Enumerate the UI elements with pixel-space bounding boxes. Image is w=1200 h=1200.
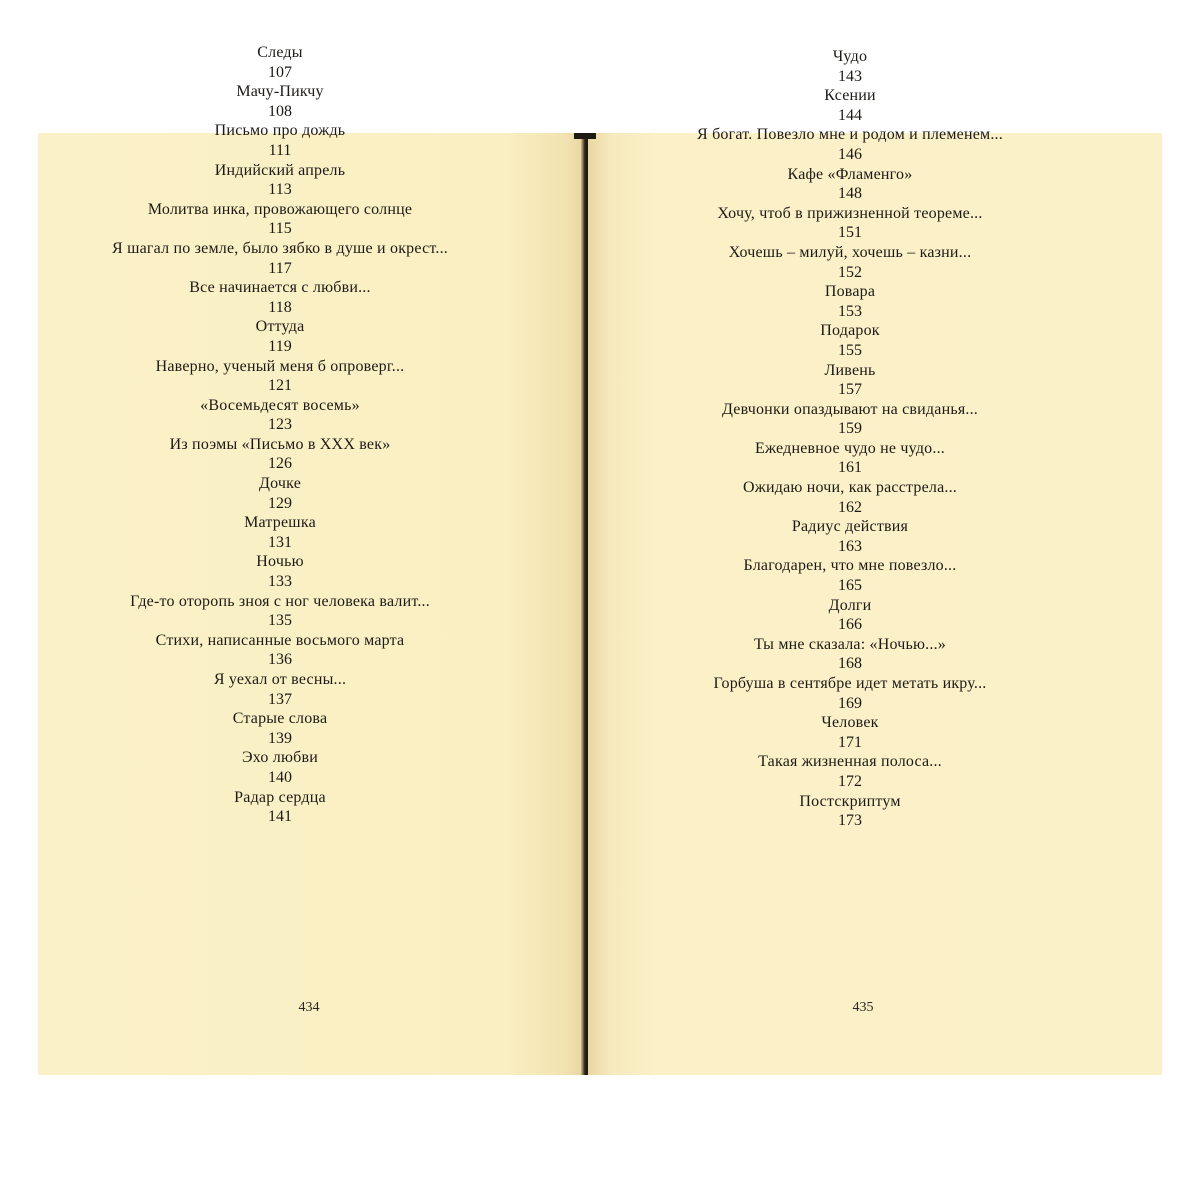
entry-page-number: 143 bbox=[838, 67, 862, 85]
entry-title: Молитва инка, провожающего солнце bbox=[147, 200, 413, 218]
entry-page-number: 113 bbox=[268, 181, 292, 199]
entry-page-number: 146 bbox=[838, 145, 862, 163]
contents-entry bbox=[600, 478, 1100, 517]
contents-entry bbox=[60, 121, 500, 160]
book-gutter bbox=[581, 133, 588, 1075]
entry-page-number: 136 bbox=[268, 651, 292, 669]
entry-title: Горбуша в сентябре идет метать икру... bbox=[713, 675, 987, 692]
entry-title: Я уехал от весны... bbox=[213, 671, 347, 688]
contents-entry bbox=[600, 86, 1100, 125]
entry-title: Постскриптум bbox=[799, 792, 901, 810]
entry-page-number: 144 bbox=[838, 106, 862, 124]
contents-entry bbox=[60, 788, 500, 827]
contents-entry bbox=[600, 439, 1100, 478]
contents-entry bbox=[60, 631, 500, 670]
entry-page-number: 165 bbox=[838, 577, 862, 595]
contents-entry bbox=[60, 396, 500, 435]
entry-page-number: 171 bbox=[838, 733, 862, 751]
entry-title: Дочке bbox=[258, 475, 302, 493]
contents-entry bbox=[60, 278, 500, 317]
contents-entry bbox=[60, 82, 500, 121]
entry-title: Человек bbox=[821, 714, 879, 732]
entry-title: Радиус действия bbox=[791, 518, 909, 536]
contents-entry bbox=[600, 635, 1100, 674]
contents-entry bbox=[60, 200, 500, 239]
entry-title: Стихи, написанные восьмого марта bbox=[155, 631, 405, 649]
contents-entry bbox=[600, 792, 1100, 831]
contents-entry bbox=[600, 204, 1100, 243]
entry-page-number: 107 bbox=[268, 63, 292, 81]
contents-entry bbox=[600, 400, 1100, 439]
entry-page-number: 169 bbox=[838, 694, 862, 712]
entry-title: Такая жизненная полоса... bbox=[758, 753, 942, 771]
entry-title: Кафе «Фламенго» bbox=[787, 165, 913, 183]
entry-title: Матрешка bbox=[244, 514, 316, 532]
entry-title: Письмо про дождь bbox=[214, 122, 346, 140]
contents-entry bbox=[60, 43, 500, 82]
contents-entry bbox=[600, 125, 1100, 164]
entry-title: Ожидаю ночи, как расстрела... bbox=[742, 479, 957, 497]
entry-page-number: 151 bbox=[838, 224, 862, 242]
entry-title: Хочешь – милуй, хочешь – казни... bbox=[728, 243, 972, 261]
entry-page-number: 148 bbox=[838, 185, 862, 203]
contents-entry bbox=[600, 713, 1100, 752]
contents-entry bbox=[600, 165, 1100, 204]
entry-page-number: 155 bbox=[838, 341, 862, 359]
contents-entry bbox=[600, 243, 1100, 282]
contents-entry bbox=[60, 435, 500, 474]
contents-entry bbox=[60, 357, 500, 396]
right-page-number: 435 bbox=[852, 1000, 874, 1015]
entry-title: Подарок bbox=[820, 322, 880, 340]
left-page-number: 434 bbox=[298, 1000, 320, 1015]
entry-title: Мачу-Пикчу bbox=[236, 83, 324, 101]
entry-page-number: 111 bbox=[268, 141, 292, 159]
entry-title: Старые слова bbox=[232, 710, 328, 728]
entry-page-number: 168 bbox=[838, 655, 862, 673]
entry-title: Все начинается с любви... bbox=[189, 279, 371, 297]
spine-edge bbox=[574, 133, 596, 139]
contents-entry bbox=[60, 239, 500, 278]
entry-title: Где-то оторопь зноя с ног человека валит... bbox=[130, 592, 430, 610]
contents-entry bbox=[60, 748, 500, 787]
entry-page-number: 115 bbox=[268, 220, 292, 238]
entry-title: Радар сердца bbox=[234, 788, 326, 806]
contents-entry bbox=[60, 670, 500, 709]
entry-page-number: 166 bbox=[838, 616, 862, 634]
entry-title: Долги bbox=[828, 596, 872, 614]
contents-entry bbox=[600, 674, 1100, 713]
entry-title: Ночью bbox=[256, 553, 304, 571]
entry-page-number: 173 bbox=[838, 812, 862, 830]
entry-page-number: 153 bbox=[838, 302, 862, 320]
right-contents-list bbox=[600, 47, 1100, 831]
contents-entry bbox=[600, 47, 1100, 86]
contents-entry bbox=[600, 321, 1100, 360]
contents-entry bbox=[600, 517, 1100, 556]
entry-page-number: 131 bbox=[268, 533, 292, 551]
entry-page-number: 121 bbox=[268, 377, 292, 395]
contents-entry bbox=[60, 513, 500, 552]
left-contents-list bbox=[60, 43, 500, 827]
entry-title: Ксении bbox=[824, 87, 876, 105]
entry-title: Следы bbox=[257, 44, 303, 61]
entry-page-number: 126 bbox=[268, 455, 292, 473]
entry-page-number: 140 bbox=[268, 768, 292, 786]
entry-page-number: 172 bbox=[838, 772, 862, 790]
entry-page-number: 162 bbox=[838, 498, 862, 516]
entry-title: Ты мне сказала: «Ночью...» bbox=[754, 635, 946, 653]
entry-page-number: 108 bbox=[268, 102, 292, 120]
entry-page-number: 137 bbox=[268, 690, 292, 708]
entry-title: Ливень bbox=[824, 361, 876, 379]
entry-title: Индийский апрель bbox=[214, 161, 346, 179]
entry-title: Эхо любви bbox=[242, 749, 318, 767]
entry-title: Хочу, чтоб в прижизненной теореме... bbox=[717, 204, 983, 222]
entry-title: Оттуда bbox=[255, 318, 305, 336]
contents-entry bbox=[60, 161, 500, 200]
contents-entry bbox=[600, 752, 1100, 791]
contents-entry bbox=[600, 556, 1100, 595]
entry-title: Наверно, ученый меня б опроверг... bbox=[155, 357, 405, 375]
entry-page-number: 152 bbox=[838, 263, 862, 281]
entry-page-number: 117 bbox=[268, 259, 292, 277]
entry-page-number: 163 bbox=[838, 537, 862, 555]
entry-page-number: 135 bbox=[268, 612, 292, 630]
contents-entry bbox=[60, 317, 500, 356]
entry-title: Ежедневное чудо не чудо... bbox=[755, 439, 945, 457]
entry-title: Девчонки опаздывают на свиданья... bbox=[721, 400, 978, 418]
contents-entry bbox=[60, 592, 500, 631]
entry-title: Чудо bbox=[832, 48, 868, 65]
entry-page-number: 157 bbox=[838, 381, 862, 399]
entry-page-number: 133 bbox=[268, 573, 292, 591]
contents-entry bbox=[600, 596, 1100, 635]
entry-title: Из поэмы «Письмо в XXX век» bbox=[169, 435, 391, 453]
entry-page-number: 139 bbox=[268, 729, 292, 747]
contents-entry bbox=[60, 709, 500, 748]
entry-title: Я шагал по земле, было зябко в душе и окрест... bbox=[112, 239, 448, 257]
contents-entry bbox=[60, 474, 500, 513]
entry-title: Благодарен, что мне повезло... bbox=[743, 557, 957, 575]
contents-entry bbox=[600, 361, 1100, 400]
entry-page-number: 129 bbox=[268, 494, 292, 512]
contents-entry bbox=[60, 552, 500, 591]
contents-entry bbox=[600, 282, 1100, 321]
entry-page-number: 161 bbox=[838, 459, 862, 477]
entry-page-number: 141 bbox=[268, 808, 292, 826]
entry-title: «Восемьдесят восемь» bbox=[200, 396, 360, 414]
entry-page-number: 123 bbox=[268, 416, 292, 434]
entry-title: Я богат. Повезло мне и родом и племенем... bbox=[697, 126, 1003, 144]
entry-page-number: 159 bbox=[838, 420, 862, 438]
entry-page-number: 118 bbox=[268, 298, 292, 316]
entry-title: Повара bbox=[824, 283, 876, 301]
entry-page-number: 119 bbox=[268, 337, 292, 355]
